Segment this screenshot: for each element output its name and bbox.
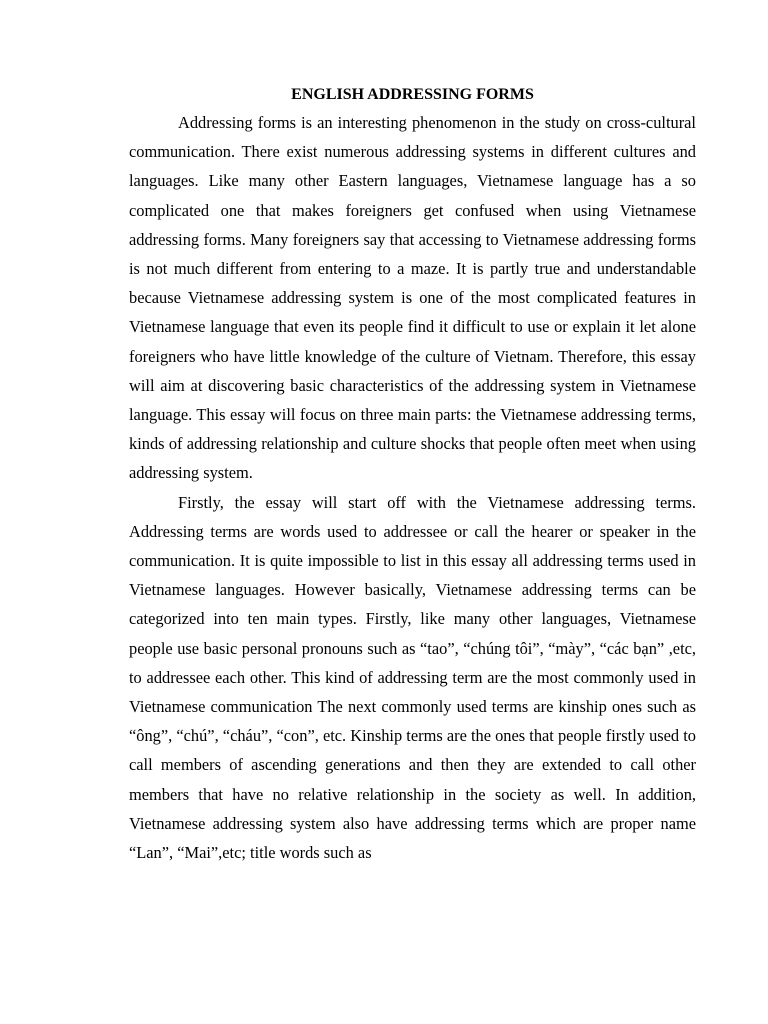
document-title: ENGLISH ADDRESSING FORMS — [291, 86, 534, 103]
paragraph-addressing-terms: Firstly, the essay will start off with the Vietnamese addressing terms. Addressing terms are words used to addressee or call the hearer or speaker in the communication. It is quite impossible to list in this essay all addressing terms used in Vietnamese languages. However basically, Vietnamese addressing terms can be categorized into ten main types. Firstly, like many other languages, Vietnamese people use basic personal pronouns such as “tao”, “chúng tôi”, “mày”, “các bạn” ,etc, to addressee each other. This kind of addressing term are the most commonly used in Vietnamese communication The next commonly used terms are kinship ones such as “ông”, “chú”, “cháu”, “con”, etc. Kinship terms are the ones that people firstly used to call members of ascending generations and then they are extended to call other members that have no relative relationship in the society as well. In addition, Vietnamese addressing system also have addressing terms which are proper name “Lan”, “Mai”,etc; title words such as — [129, 492, 696, 863]
paragraph-introduction: Addressing forms is an interesting phenomenon in the study on cross-cultural communication. There exist numerous addressing systems in different cultures and languages. Like many other Eastern languages, Vietnamese language has a so complicated one that makes foreigners get confused when using Vietnamese addressing forms. Many foreigners say that accessing to Vietnamese addressing forms is not much different from entering to a maze. It is partly true and understandable because Vietnamese addressing system is one of the most complicated features in Vietnamese language that even its people find it difficult to use or explain it let alone foreigners who have little knowledge of the culture of Vietnam. Therefore, this essay will aim at discovering basic characteristics of the addressing system in Vietnamese language. This essay will focus on three main parts: the Vietnamese addressing terms, kinds of addressing relationship and culture shocks that people often meet when using addressing system. — [129, 113, 696, 483]
